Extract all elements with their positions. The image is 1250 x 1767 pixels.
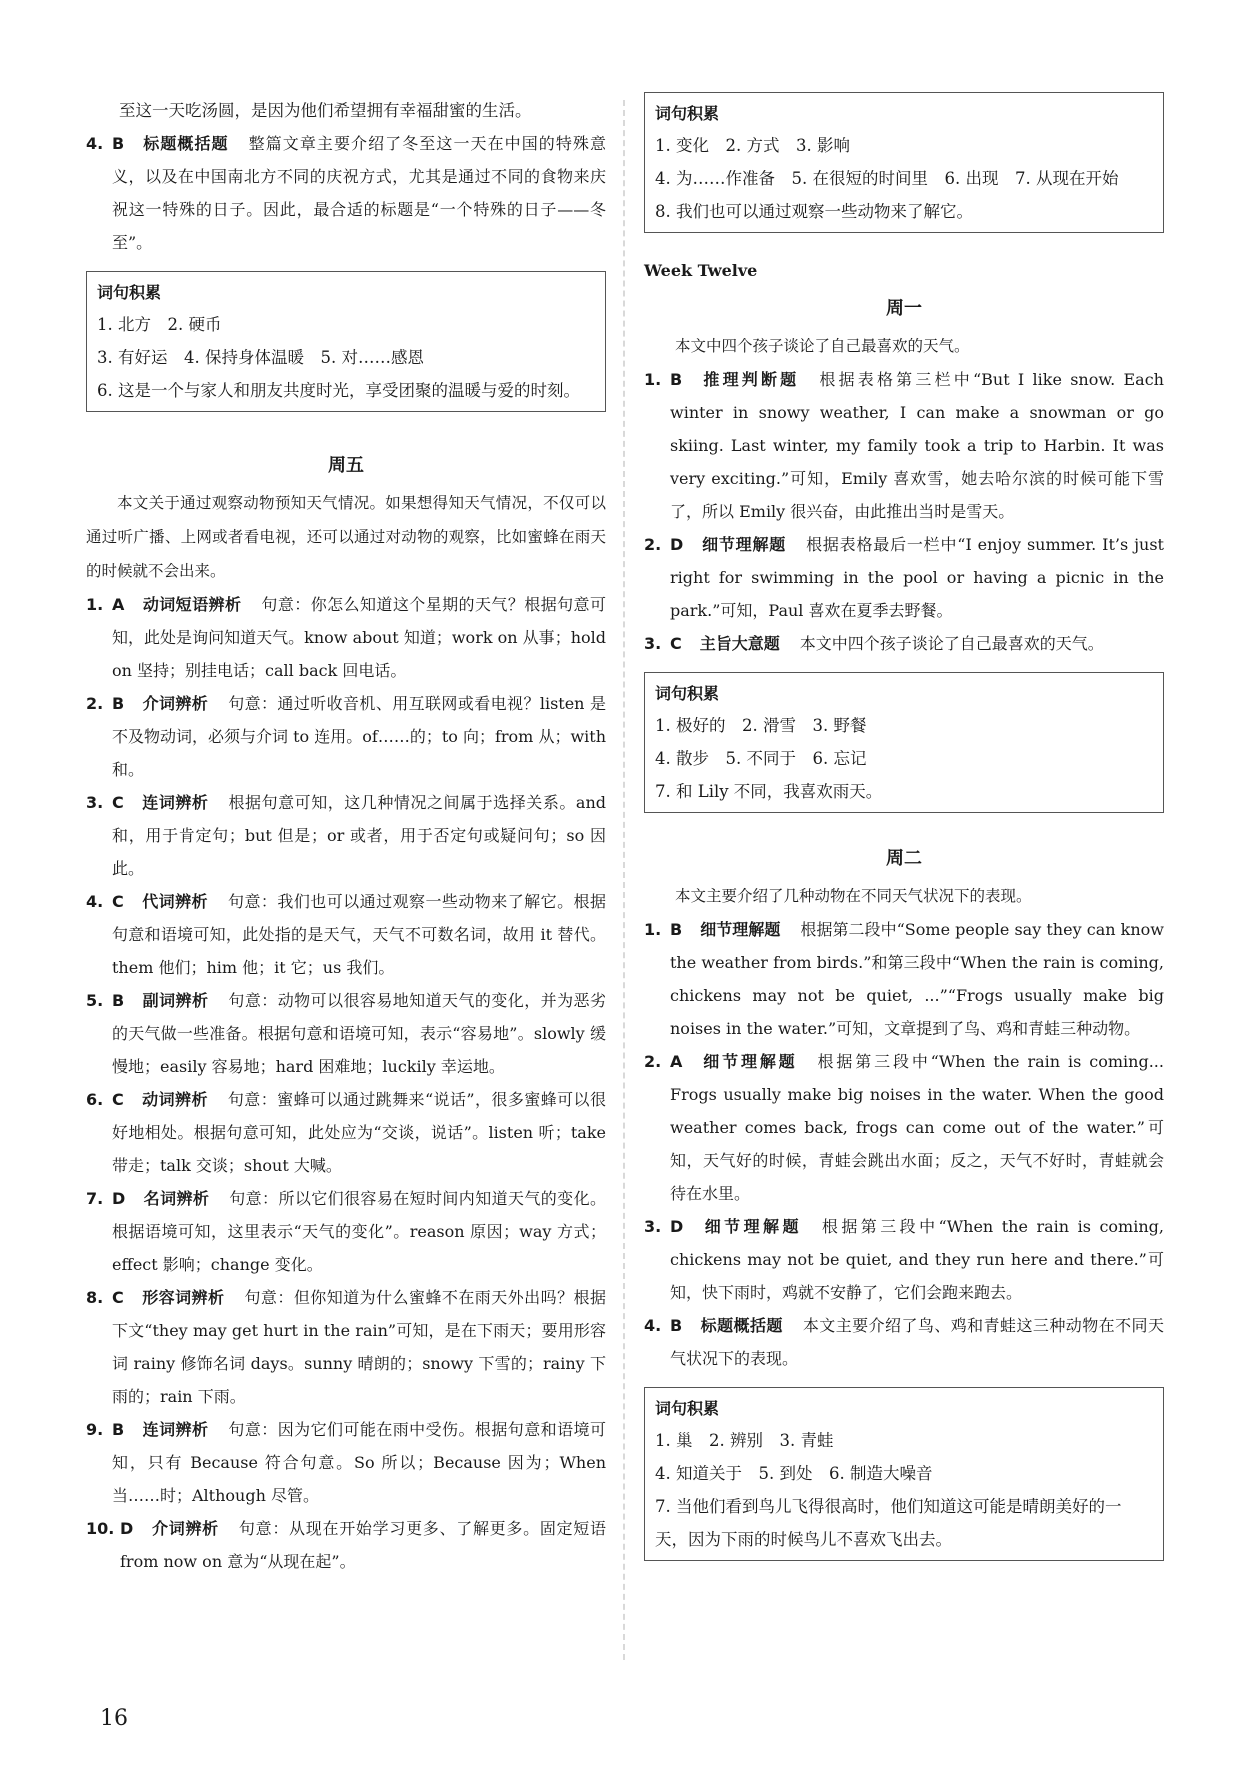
question-item	[86, 1413, 606, 1512]
question-item	[644, 913, 1164, 1045]
question-item	[644, 1045, 1164, 1210]
vocab-box-title: 词句积累	[97, 283, 162, 302]
answer-letter: C	[112, 892, 124, 911]
question-type: 名词辨析	[143, 1189, 210, 1208]
left-column	[86, 92, 606, 1578]
question-number: 7.	[86, 1189, 104, 1208]
answer-letter: C	[670, 634, 682, 653]
question-number: 1.	[86, 595, 104, 614]
question-type: 推理判断题	[700, 370, 800, 389]
continued-text: 至这一天吃汤圆，是因为他们希望拥有幸福甜蜜的生活。	[119, 101, 532, 120]
explanation: 句意：蜜蜂可以通过跳舞来“说话”，很多蜜蜂可以很好地相处。根据句意可知，此处应为“交谈，说话”。listen 听；take 带走；talk 交谈；shout 大喊。	[112, 1090, 606, 1175]
explanation: 本文主要介绍了鸟、鸡和青蛙这三种动物在不同天气状况下的表现。	[670, 1316, 1164, 1368]
question-type: 形容词辨析	[141, 1288, 225, 1307]
question-number: 3.	[86, 793, 104, 812]
question-number: 3.	[644, 634, 662, 653]
vocab-line: 1. 变化 2. 方式 3. 影响	[655, 136, 850, 155]
question-type: 细节理解题	[700, 920, 781, 939]
question-number: 8.	[86, 1288, 104, 1307]
question-item	[644, 1210, 1164, 1309]
vocab-box	[644, 672, 1164, 813]
answer-letter: B	[670, 370, 683, 389]
vocab-box	[644, 1387, 1164, 1561]
answer-letter: D	[112, 1189, 126, 1208]
answer-letter: B	[112, 134, 125, 153]
answer-letter: C	[112, 793, 124, 812]
question-number: 4.	[86, 134, 104, 153]
question-item	[86, 588, 606, 687]
explanation: 根据句意可知，这几种情况之间属于选择关系。and 和，用于肯定句；but 但是；or 或者，用于否定句或疑问句；so 因此。	[112, 793, 606, 878]
answer-letter: D	[670, 535, 684, 554]
vocab-box-title: 词句积累	[655, 104, 720, 123]
answer-list	[86, 588, 606, 1578]
explanation: 句意：通过听收音机、用互联网或看电视？listen 是不及物动词，必须与介词 to 连用。of……的；to 向；from 从；with 和。	[112, 694, 606, 779]
question-item	[86, 1182, 606, 1281]
question-item	[86, 1281, 606, 1413]
vocab-line: 7. 和 Lily 不同，我喜欢雨天。	[655, 782, 883, 801]
question-body	[112, 984, 606, 1083]
explanation: 根据第三段中“When the rain is coming, chickens may not be quiet, and they run here and there.”可知，快下雨时，鸡就不安静了，它们会跑来跑去。	[670, 1217, 1164, 1302]
answer-letter: B	[112, 1420, 125, 1439]
vocab-box-title: 词句积累	[655, 1399, 720, 1418]
question-type: 介词辨析	[151, 1519, 219, 1538]
explanation: 整篇文章主要介绍了冬至这一天在中国的特殊意义，以及在中国南北方不同的庆祝方式，尤其是通过不同的食物来庆祝这一特殊的日子。因此，最合适的标题是“一个特殊的日子——冬至”。	[112, 134, 606, 252]
question-type: 标题概括题	[142, 134, 229, 153]
week-heading: Week Twelve	[644, 261, 758, 280]
question-type: 介词辨析	[142, 694, 209, 713]
question-body	[112, 588, 606, 687]
question-item	[86, 1512, 606, 1578]
answer-letter: B	[112, 991, 125, 1010]
right-column	[644, 92, 1164, 1575]
section-heading-monday: 周一	[886, 298, 922, 319]
question-type: 连词辨析	[141, 793, 209, 812]
section-summary: 本文主要介绍了几种动物在不同天气状况下的表现。	[675, 887, 1032, 905]
answer-letter: C	[112, 1288, 124, 1307]
explanation: 根据第三段中“When the rain is coming... Frogs usually make big noises in the water. When the good weather comes back, frogs can come out of the water.”可知，天气好的时候，青蛙会跳出水面；反之，天气不好时，青蛙就会待在水里。	[670, 1052, 1164, 1203]
explanation: 句意：因为它们可能在雨中受伤。根据句意和语境可知，只有 Because 符合句意。So 所以；Because 因为；When 当……时；Although 尽管。	[112, 1420, 606, 1505]
question-body	[112, 1413, 606, 1512]
question-body	[112, 127, 606, 259]
vocab-line: 4. 知道关于 5. 到处 6. 制造大噪音	[655, 1464, 933, 1483]
question-body	[112, 1182, 606, 1281]
question-number: 10.	[86, 1519, 115, 1538]
explanation: 句意：我们也可以通过观察一些动物来了解它。根据句意和语境可知，此处指的是天气，天气不可数名词，故用 it 替代。them 他们；him 他；it 它；us 我们。	[112, 892, 606, 977]
vocab-box	[644, 92, 1164, 233]
vocab-line: 3. 有好运 4. 保持身体温暖 5. 对……感恩	[97, 348, 424, 367]
question-item	[644, 1309, 1164, 1375]
question-number: 5.	[86, 991, 104, 1010]
answer-list	[644, 913, 1164, 1375]
question-item	[644, 627, 1164, 660]
question-item	[644, 363, 1164, 528]
explanation: 句意：所以它们很容易在短时间内知道天气的变化。根据语境可知，这里表示“天气的变化”。reason 原因；way 方式；effect 影响；change 变化。	[112, 1189, 606, 1274]
question-body	[120, 1512, 606, 1578]
section-heading-tuesday: 周二	[886, 848, 922, 869]
question-number: 6.	[86, 1090, 104, 1109]
question-number: 2.	[644, 1052, 662, 1071]
question-item	[86, 984, 606, 1083]
question-type: 连词辨析	[142, 1420, 209, 1439]
question-body	[112, 1083, 606, 1182]
explanation: 根据第二段中“Some people say they can know the weather from birds.”和第三段中“When the rain is coming, chickens may not be quiet, ...”“Frogs usually make big noises in the water.”可知，文章提到了鸟、鸡和青蛙三种动物。	[670, 920, 1164, 1038]
question-item	[644, 528, 1164, 627]
question-number: 1.	[644, 370, 662, 389]
question-type: 代词辨析	[141, 892, 209, 911]
question-type: 副词辨析	[142, 991, 209, 1010]
vocab-line: 1. 极好的 2. 滑雪 3. 野餐	[655, 716, 867, 735]
vocab-box-title: 词句积累	[655, 684, 720, 703]
question-type: 细节理解题	[700, 1052, 798, 1071]
section-heading-friday: 周五	[328, 455, 364, 476]
question-number: 4.	[644, 1316, 662, 1335]
question-body	[112, 1281, 606, 1413]
question-type: 主旨大意题	[699, 634, 780, 653]
question-item	[86, 1083, 606, 1182]
question-body	[670, 627, 1164, 660]
question-body	[670, 1309, 1164, 1375]
question-body	[670, 528, 1164, 627]
answer-list	[644, 363, 1164, 660]
section-summary: 本文关于通过观察动物预知天气情况。如果想得知天气情况，不仅可以通过听广播、上网或者看电视，还可以通过对动物的观察，比如蜜蜂在雨天的时候就不会出来。	[86, 494, 606, 580]
explanation: 句意：动物可以很容易地知道天气的变化，并为恶劣的天气做一些准备。根据句意和语境可知，表示“容易地”。slowly 缓慢地；easily 容易地；hard 困难地；luckily 幸运地。	[112, 991, 606, 1076]
answer-letter: B	[670, 920, 683, 939]
question-item	[86, 127, 606, 259]
answer-letter: A	[112, 595, 125, 614]
question-body	[112, 786, 606, 885]
explanation: 根据表格第三栏中“But I like snow. Each winter in snowy weather, I can make a snowman or go skiing. Last winter, my family took a trip to Harbin. It was very exciting.”可知，Emily 喜欢雪，她去哈尔滨的时候可能下雪了，所以 Emily 很兴奋，由此推出当时是雪天。	[670, 370, 1164, 521]
vocab-line: 4. 散步 5. 不同于 6. 忘记	[655, 749, 867, 768]
page-number: 16	[100, 1706, 128, 1731]
vocab-line: 1. 北方 2. 硬币	[97, 315, 222, 334]
question-body	[112, 687, 606, 786]
question-type: 动词短语辨析	[142, 595, 242, 614]
question-number: 4.	[86, 892, 104, 911]
question-body	[670, 913, 1164, 1045]
explanation: 根据表格最后一栏中“I enjoy summer. It’s just right for swimming in the pool or having a picnic in the park.”可知，Paul 喜欢在夏季去野餐。	[670, 535, 1164, 620]
answer-letter: D	[670, 1217, 684, 1236]
question-item	[86, 786, 606, 885]
explanation: 句意：从现在开始学习更多、了解更多。固定短语 from now on 意为“从现在起”。	[120, 1519, 606, 1571]
explanation: 本文中四个孩子谈论了自己最喜欢的天气。	[799, 634, 1104, 653]
question-number: 2.	[86, 694, 104, 713]
question-body	[670, 1045, 1164, 1210]
question-number: 9.	[86, 1420, 104, 1439]
answer-letter: A	[670, 1052, 683, 1071]
question-type: 细节理解题	[701, 535, 787, 554]
explanation: 句意：但你知道为什么蜜蜂不在雨天外出吗？根据下文“they may get hurt in the rain”可知，是在下雨天；要用形容词 rainy 修饰名词 days。sunny 晴朗的；snowy 下雪的；rainy 下雨的；rain 下雨。	[112, 1288, 606, 1406]
vocab-line: 1. 巢 2. 辨别 3. 青蛙	[655, 1431, 834, 1450]
answer-letter: D	[120, 1519, 134, 1538]
vocab-line: 4. 为……作准备 5. 在很短的时间里 6. 出现 7. 从现在开始	[655, 169, 1119, 188]
question-number: 2.	[644, 535, 662, 554]
question-item	[86, 885, 606, 984]
question-type: 标题概括题	[700, 1316, 783, 1335]
vocab-box	[86, 271, 606, 412]
question-body	[670, 363, 1164, 528]
question-number: 1.	[644, 920, 662, 939]
question-number: 3.	[644, 1217, 662, 1236]
vocab-line: 7. 当他们看到鸟儿飞得很高时，他们知道这可能是晴朗美好的一天，因为下雨的时候鸟儿不喜欢飞出去。	[655, 1497, 1122, 1549]
answer-letter: B	[670, 1316, 683, 1335]
column-divider	[623, 100, 625, 1660]
answer-letter: C	[112, 1090, 124, 1109]
question-body	[112, 885, 606, 984]
question-type: 细节理解题	[701, 1217, 802, 1236]
question-item	[86, 687, 606, 786]
question-type: 动词辨析	[141, 1090, 208, 1109]
answer-letter: B	[112, 694, 125, 713]
question-body	[670, 1210, 1164, 1309]
vocab-line: 6. 这是一个与家人和朋友共度时光，享受团聚的温暖与爱的时刻。	[97, 381, 580, 400]
vocab-line: 8. 我们也可以通过观察一些动物来了解它。	[655, 202, 973, 221]
section-summary: 本文中四个孩子谈论了自己最喜欢的天气。	[675, 337, 970, 355]
explanation: 句意：你怎么知道这个星期的天气？根据句意可知，此处是询问知道天气。know about 知道；work on 从事；hold on 坚持；别挂电话；call back 回电话。	[112, 595, 606, 680]
